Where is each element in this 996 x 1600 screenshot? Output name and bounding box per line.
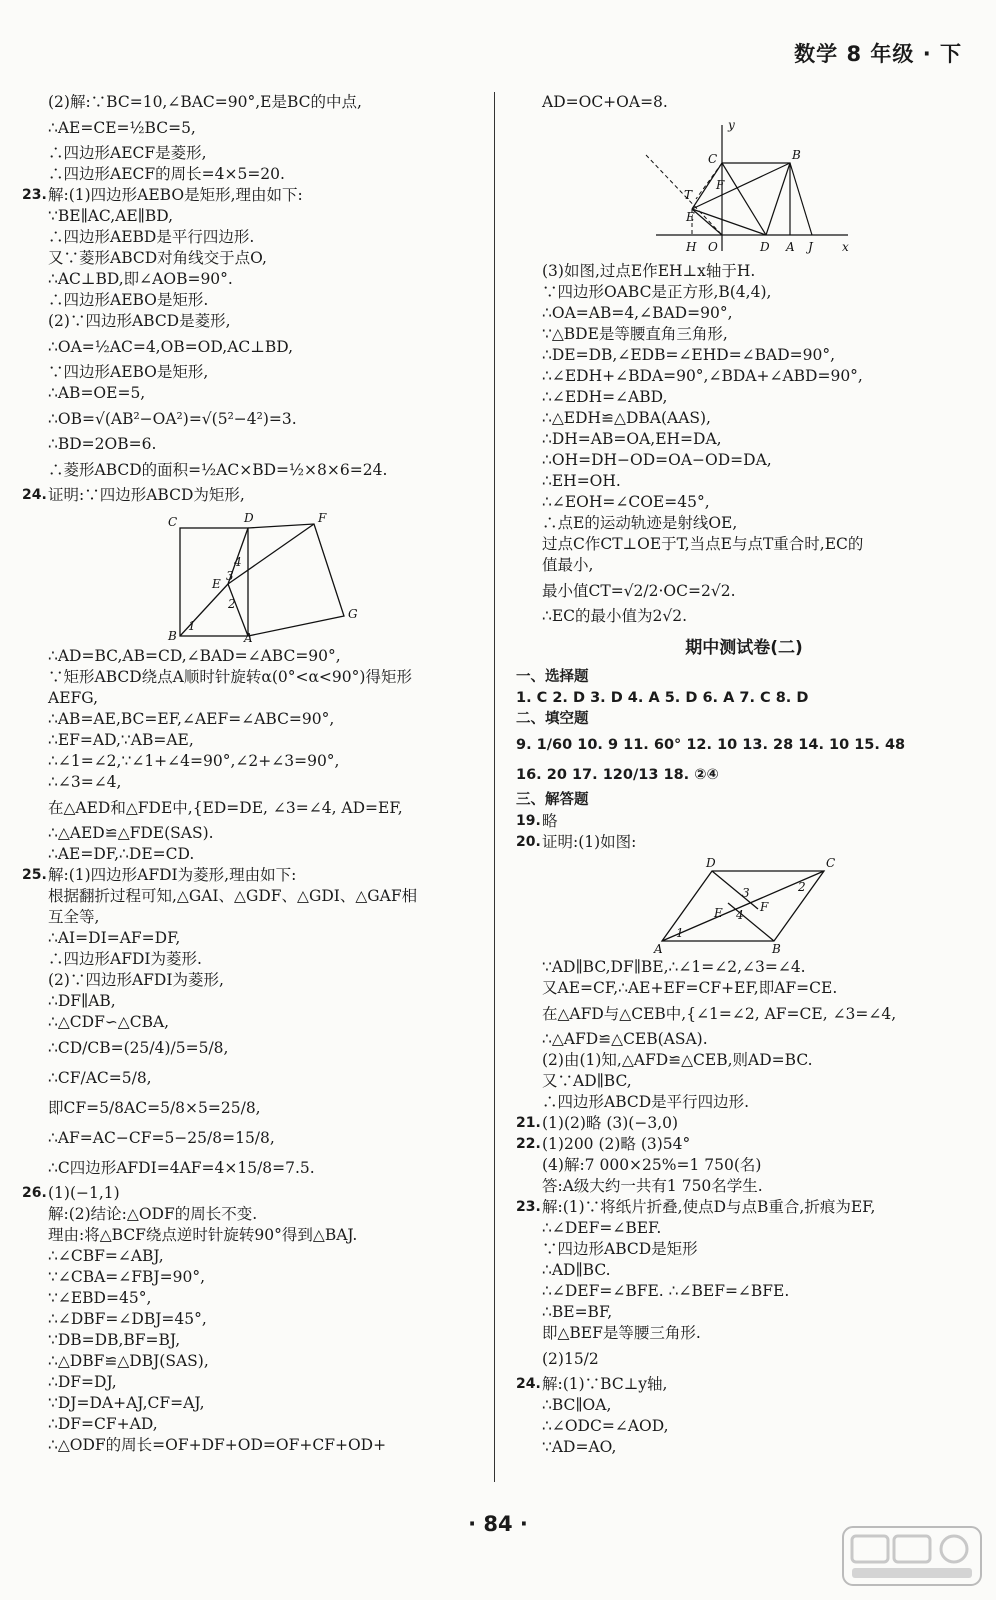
line-text: 略 [542,812,558,830]
line-text: ∵BE∥AC,AE∥BD, [48,207,174,225]
line-text: ∵DB=DB,BF=BJ, [48,1331,181,1349]
text-line [516,1437,972,1458]
text-line [516,366,972,387]
line-text: ∴OB=√(AB²−OA²)=√(5²−4²)=3. [48,410,297,428]
line-text: ∴四边形AECF是菱形, [48,144,207,162]
text-line [516,345,972,366]
coord-label-b: B [792,148,801,162]
coord-label-o: O [708,240,718,254]
text-line [516,709,972,730]
coord-label-x: x [842,240,849,254]
text-line [22,143,482,164]
text-line [22,865,482,886]
line-text: ∴∠DEF=∠BEF. [542,1219,662,1237]
line-text: ∴DF=CF+AD, [48,1415,158,1433]
line-text: 解:(1)∵BC⊥y轴, [542,1375,668,1393]
text-line [22,1033,482,1063]
text-line [22,164,482,185]
text-line [22,1123,482,1153]
line-text: ∴AI=DI=AF=DF, [48,929,181,947]
line-text: (1)200 (2)略 (3)54° [542,1135,691,1153]
page-header: 数学 8 年级 · 下 [794,42,962,66]
line-text: 即CF=5/8AC=5/8×5=25/8, [48,1099,261,1117]
line-text: ∴DF∥AB, [48,992,116,1010]
text-line [22,823,482,844]
line-text: (2)∵四边形ABCD是菱形, [48,312,231,330]
line-text: ∵DJ=DA+AJ,CF=AJ, [48,1394,205,1412]
line-text: ∴四边形AECF的周长=4×5=20. [48,165,285,183]
line-text: 值最小, [542,556,594,574]
fig24-label-e: E [212,577,221,591]
text-line [22,485,482,506]
text-line [22,1012,482,1033]
text-line [22,1183,482,1204]
line-text: 16. 20 17. 120/13 18. ②④ [516,767,719,783]
text-line [516,513,972,534]
line-text: ∴∠EDH+∠BDA=90°,∠BDA+∠ABD=90°, [542,367,863,385]
text-line [22,844,482,865]
line-text: 在△AED和△FDE中,{ED=DE, ∠3=∠4, AD=EF, [48,799,403,817]
fig20-label-3: 3 [742,886,750,900]
coord-label-d: D [760,240,770,254]
question-number: 24. [22,487,47,503]
text-line [22,709,482,730]
line-text: ∵AD∥BC,DF∥BE,∴∠1=∠2,∠3=∠4. [542,958,806,976]
text-line [516,957,972,978]
line-text: ∴∠DEF=∠BFE. ∴∠BEF=∠BFE. [542,1282,790,1300]
text-line [22,383,482,404]
line-text: ∴∠EDH=∠ABD, [542,388,668,406]
line-text: 9. 1/60 10. 9 11. 60° 12. 10 13. 28 14. 10 15. 48 [516,737,906,753]
line-text: 互全等, [48,908,100,926]
left-lines-part2 [22,646,482,1456]
text-line [22,1309,482,1330]
line-text: ∴四边形AFDI为菱形. [48,950,202,968]
fig20-label-2: 2 [798,880,806,894]
line-text: ∴AF=AC−CF=5−25/8=15/8, [48,1129,275,1147]
line-text: ∴DE=DB,∠EDB=∠EHD=∠BAD=90°, [542,346,836,364]
line-text: 解:(1)四边形AFDI为菱形,理由如下: [48,866,297,884]
line-text: ∴∠ODC=∠AOD, [542,1417,669,1435]
line-text: ∴C四边形AFDI=4AF=4×15/8=7.5. [48,1159,315,1177]
line-text: ∴△CDF∽△CBA, [48,1013,170,1031]
line-text: ∴四边形AEBO是矩形. [48,291,209,309]
line-text: ∴∠EOH=∠COE=45°, [542,493,710,511]
line-text: ∴点E的运动轨迹是射线OE, [542,514,738,532]
fig24-label-3: 3 [226,569,234,583]
text-line [22,1063,482,1093]
fig24-label-a: A [244,631,253,642]
line-text: 证明:∵四边形ABCD为矩形, [48,486,245,504]
text-line [516,303,972,324]
text-line [516,555,972,576]
line-text: ∴AC⊥BD,即∠AOB=90°. [48,270,233,288]
line-text: AEFG, [48,689,99,707]
text-line [516,1416,972,1437]
text-line [516,534,972,555]
line-text: (1)(2)略 (3)(−3,0) [542,1114,679,1132]
question-number: 23. [22,187,47,203]
line-text: ∵四边形ABCD是矩形 [542,1240,698,1258]
text-line [22,1330,482,1351]
line-text: 即△BEF是等腰三角形. [542,1324,701,1342]
line-text: 一、选择题 [516,669,589,685]
column-divider [494,92,495,1482]
text-line [22,970,482,991]
text-line [22,434,482,455]
fig20-label-b: B [772,942,781,953]
line-text: ∴DH=AB=OA,EH=DA, [542,430,722,448]
left-column [22,92,482,1456]
question-number: 21. [516,1115,541,1131]
text-line [516,1260,972,1281]
text-line [22,227,482,248]
line-text: ∴菱形ABCD的面积=½AC×BD=½×8×6=24. [48,461,388,479]
text-line [516,1323,972,1344]
line-text: ∴△ODF的周长=OF+DF+OD=OF+CF+OD+ [48,1436,387,1454]
page-number: · 84 · [468,1512,528,1536]
text-line [516,1281,972,1302]
line-text: ∴AE=DF,∴DE=CD. [48,845,195,863]
text-line [516,261,972,282]
text-line [22,362,482,383]
line-text: (2)解:∵BC=10,∠BAC=90°,E是BC的中点, [48,93,362,111]
line-text: 在△AFD与△CEB中,{∠1=∠2, AF=CE, ∠3=∠4, [542,1005,897,1023]
text-line [516,387,972,408]
text-line [516,688,972,709]
text-line [22,1246,482,1267]
line-text: ∴四边形ABCD是平行四边形. [542,1093,750,1111]
left-lines-part1 [22,92,482,506]
text-line [516,450,972,471]
figure-q20-svg [516,857,956,953]
line-text: ∵AD=AO, [542,1438,617,1456]
line-text: ∵∠EBD=45°, [48,1289,152,1307]
text-line [516,1302,972,1323]
line-text: ∵四边形OABC是正方形,B(4,4), [542,283,772,301]
text-line [22,646,482,667]
fig20-label-f: F [760,900,769,914]
coord-label-h: H [686,240,697,254]
line-text: ∴AE=CE=½BC=5, [48,119,196,137]
line-text: ∴CF/AC=5/8, [48,1069,152,1087]
figure-q24-svg [22,510,462,642]
text-line [22,1393,482,1414]
figure-coordinate-svg [516,117,956,257]
question-number: 22. [516,1136,541,1152]
line-text: 又∵AD∥BC, [542,1072,632,1090]
line-text: 答:A级大约一共有1 750名学生. [542,1177,763,1195]
fig20-label-1: 1 [676,926,684,940]
line-text: 1. C 2. D 3. D 4. A 5. D 6. A 7. C 8. D [516,690,809,706]
fig24-label-b: B [168,629,177,642]
text-line [22,928,482,949]
fig24-label-1: 1 [188,619,196,633]
text-line [516,667,972,688]
right-lines-part2 [516,261,972,627]
text-line [516,324,972,345]
text-line [22,772,482,793]
text-line [516,832,972,853]
text-line [516,760,972,790]
line-text: (4)解:7 000×25%=1 750(名) [542,1156,762,1174]
text-line [516,999,972,1029]
text-line [22,113,482,143]
text-line [22,688,482,709]
line-text: 又AE=CF,∴AE+EF=CF+EF,即AF=CE. [542,979,838,997]
coord-label-j: J [808,240,813,254]
line-text: ∴BC∥OA, [542,1396,612,1414]
text-line [22,248,482,269]
coord-label-y: y [728,118,735,132]
line-text: ∴∠CBF=∠ABJ, [48,1247,164,1265]
text-line [22,311,482,332]
line-text: ∴DF=DJ, [48,1373,117,1391]
text-line [22,991,482,1012]
text-line [22,1351,482,1372]
text-line [22,290,482,311]
line-text: 解:(1)∵将纸片折叠,使点D与点B重合,折痕为EF, [542,1198,876,1216]
line-text: ∵矩形ABCD绕点A顺时针旋转α(0°<α<90°)得矩形 [48,668,412,686]
text-line [22,269,482,290]
text-line [22,1093,482,1123]
text-line [22,455,482,485]
text-line [22,1225,482,1246]
text-line [516,1344,972,1374]
line-text: ∴OH=DH−OD=OA−OD=DA, [542,451,772,469]
right-lines-part4 [516,957,972,1458]
line-text: ∴EF=AD,∵AB=AE, [48,731,194,749]
line-text: ∴△DBF≌△DBJ(SAS), [48,1352,209,1370]
fig24-label-4: 4 [234,555,242,569]
line-text: AD=OC+OA=8. [542,93,668,111]
text-line [516,978,972,999]
fig20-label-e: E [714,906,723,920]
line-text: ∴△AED≌△FDE(SAS). [48,824,214,842]
text-line [516,1395,972,1416]
coord-label-c: C [708,152,718,166]
text-line [516,1029,972,1050]
fig24-label-g: G [348,607,358,621]
line-text: ∴AB=AE,BC=EF,∠AEF=∠ABC=90°, [48,710,335,728]
text-line [22,332,482,362]
line-text: 解:(1)四边形AEBO是矩形,理由如下: [48,186,303,204]
text-line [516,730,972,760]
text-line [516,1113,972,1134]
fig24-label-2: 2 [228,597,236,611]
line-text: (2)由(1)知,△AFD≌△CEB,则AD=BC. [542,1051,813,1069]
line-text: ∴∠3=∠4, [48,773,122,791]
line-text: ∴AD∥BC. [542,1261,611,1279]
question-number: 25. [22,867,47,883]
line-text: ∵四边形AEBO是矩形, [48,363,209,381]
line-text: ∴BD=2OB=6. [48,435,157,453]
line-text: 理由:将△BCF绕点逆时针旋转90°得到△BAJ. [48,1226,358,1244]
question-number: 19. [516,813,541,829]
text-line [22,886,482,907]
text-line [22,751,482,772]
line-text: ∴△AFD≌△CEB(ASA). [542,1030,708,1048]
line-text: ∴AD=BC,AB=CD,∠BAD=∠ABC=90°, [48,647,341,665]
figure-coordinate [516,117,972,257]
figure-q20 [516,857,972,953]
text-line [22,1153,482,1183]
text-line [516,606,972,627]
text-line [516,429,972,450]
text-line [516,1176,972,1197]
text-line [22,949,482,970]
text-line [22,404,482,434]
fig20-label-4: 4 [736,908,744,922]
text-line [22,206,482,227]
text-line [22,1372,482,1393]
line-text: ∴△EDH≌△DBA(AAS), [542,409,711,427]
text-line [516,1134,972,1155]
line-text: ∴EH=OH. [542,472,621,490]
text-line [516,1050,972,1071]
text-line [516,1218,972,1239]
line-text: ∴AB=OE=5, [48,384,146,402]
right-lines-part1 [516,92,972,113]
text-line [22,1204,482,1225]
text-line [22,667,482,688]
right-lines-part3 [516,667,972,853]
fig24-label-f: F [318,511,327,525]
fig20-label-a: A [654,942,663,953]
coord-label-a: A [786,240,795,254]
text-line [22,907,482,928]
coord-label-t: T [684,188,693,202]
text-line [516,1155,972,1176]
line-text: ∵∠CBA=∠FBJ=90°, [48,1268,206,1286]
figure-q24 [22,510,482,642]
line-text: (2)15/2 [542,1350,599,1368]
text-line [516,1197,972,1218]
line-text: 二、填空题 [516,711,589,727]
text-line [516,790,972,811]
text-line [516,1374,972,1395]
line-text: ∴EC的最小值为2√2. [542,607,688,625]
fig24-label-d: D [244,511,254,525]
text-line [22,1435,482,1456]
text-line [516,1239,972,1260]
line-text: 过点C作CT⊥OE于T,当点E与点T重合时,EC的 [542,535,864,553]
line-text: ∴OA=½AC=4,OB=OD,AC⊥BD, [48,338,294,356]
question-number: 24. [516,1376,541,1392]
line-text: ∴∠1=∠2,∵∠1+∠4=90°,∠2+∠3=90°, [48,752,340,770]
text-line [516,811,972,832]
text-line [22,1414,482,1435]
text-line [516,408,972,429]
text-line [516,471,972,492]
line-text: (3)如图,过点E作EH⊥x轴于H. [542,262,756,280]
line-text: 三、解答题 [516,792,589,808]
fig24-label-c: C [168,515,178,529]
line-text: 证明:(1)如图: [542,833,637,851]
text-line [516,1092,972,1113]
coord-label-f: F [716,178,725,192]
line-text: (2)∵四边形AFDI为菱形, [48,971,224,989]
line-text: 根据翻折过程可知,△GAI、△GDF、△GDI、△GAF相 [48,887,418,905]
text-line [516,492,972,513]
text-line [22,185,482,206]
line-text: ∴OA=AB=4,∠BAD=90°, [542,304,733,322]
line-text: 解:(2)结论:△ODF的周长不变. [48,1205,258,1223]
text-line [516,576,972,606]
line-text: ∴BE=BF, [542,1303,613,1321]
coord-label-e: E [686,210,695,224]
question-number: 20. [516,834,541,850]
text-line [22,92,482,113]
line-text: ∴∠DBF=∠DBJ=45°, [48,1310,207,1328]
fig20-label-c: C [826,857,836,870]
line-text: 最小值CT=√2/2·OC=2√2. [542,582,736,600]
text-line [516,1071,972,1092]
line-text: ∴四边形AEBD是平行四边形. [48,228,255,246]
text-line [22,1267,482,1288]
watermark-logo [842,1526,982,1586]
line-text: (1)(−1,1) [48,1184,120,1202]
question-number: 26. [22,1185,47,1201]
text-line [22,1288,482,1309]
text-line [516,282,972,303]
right-column [516,92,972,1458]
line-text: ∵△BDE是等腰直角三角形, [542,325,728,343]
fig20-label-d: D [706,857,716,870]
text-line [22,730,482,751]
text-line [22,793,482,823]
question-number: 23. [516,1199,541,1215]
line-text: ∴CD/CB=(25/4)/5=5/8, [48,1039,229,1057]
line-text: 又∵菱形ABCD对角线交于点O, [48,249,267,267]
text-line [516,92,972,113]
exam-title: 期中测试卷(二) [685,638,803,658]
